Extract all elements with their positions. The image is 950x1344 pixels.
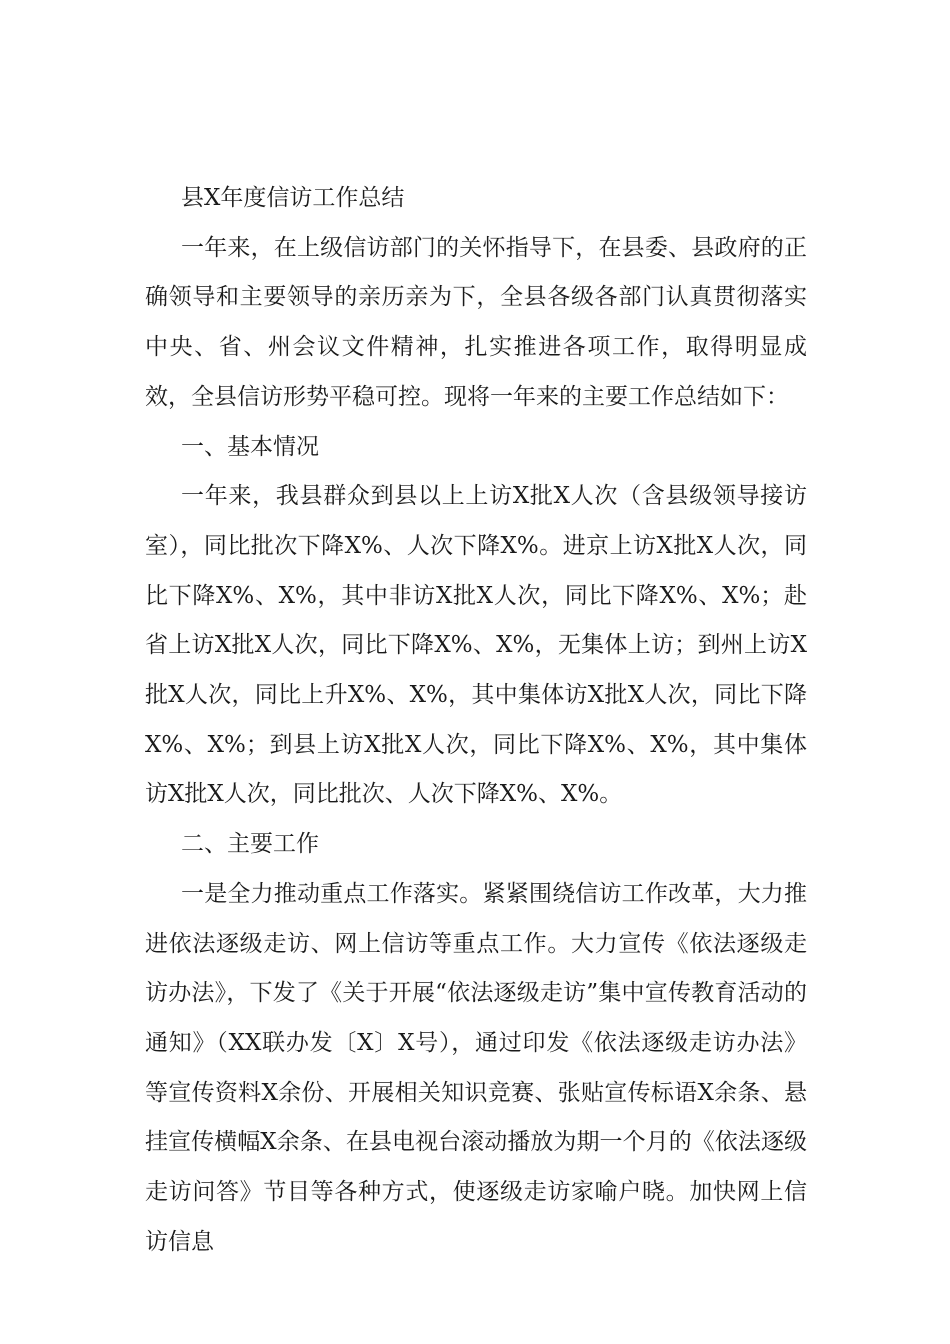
document-title: 县X年度信访工作总结 <box>181 185 405 211</box>
intro-paragraph: 一年来，在上级信访部门的关怀指导下，在县委、县政府的正确领导和主要领导的亲历亲为下，全县各级各部门认真贯彻落实中央、省、州会议文件精神，扎实推进各项工作，取得明显成效，全县信访形势平稳可控。现将一年来的主要工作总结如下： <box>145 234 807 410</box>
section-heading-main-work: 二、主要工作 <box>181 831 319 858</box>
basic-situation-paragraph: 一年来，我县群众到县以上上访X批X人次（含县级领导接访室），同比批次下降X%、人次下降X%。进京上访X批X人次，同比下降X%、X%，其中非访X批X人次，同比下降X%、X%；赴省上访X批X人次，同比下降X%、X%，无集体上访；到州上访X批X人次，同比上升X%、X%，其中集体访X批X人次，同比下降X%、X%；到县上访X批X人次，同比下降X%、X%，其中集体访X批X人次，同比批次、人次下降X%、X%。 <box>145 483 807 808</box>
document-body <box>145 174 807 1267</box>
main-work-paragraph: 一是全力推动重点工作落实。紧紧围绕信访工作改革，大力推进依法逐级走访、网上信访等重点工作。大力宣传《依法逐级走访办法》，下发了《关于开展“依法逐级走访”集中宣传教育活动的通知》（XX联办发〔X〕X号），通过印发《依法逐级走访办法》等宣传资料X余份、开展相关知识竞赛、张贴宣传标语X余条、悬挂宣传横幅X余条、在县电视台滚动播放为期一个月的《依法逐级走访问答》节目等各种方式，使逐级走访家喻户晓。加快网上信访信息 <box>145 880 807 1255</box>
section-heading-basic-situation: 一、基本情况 <box>181 433 319 460</box>
